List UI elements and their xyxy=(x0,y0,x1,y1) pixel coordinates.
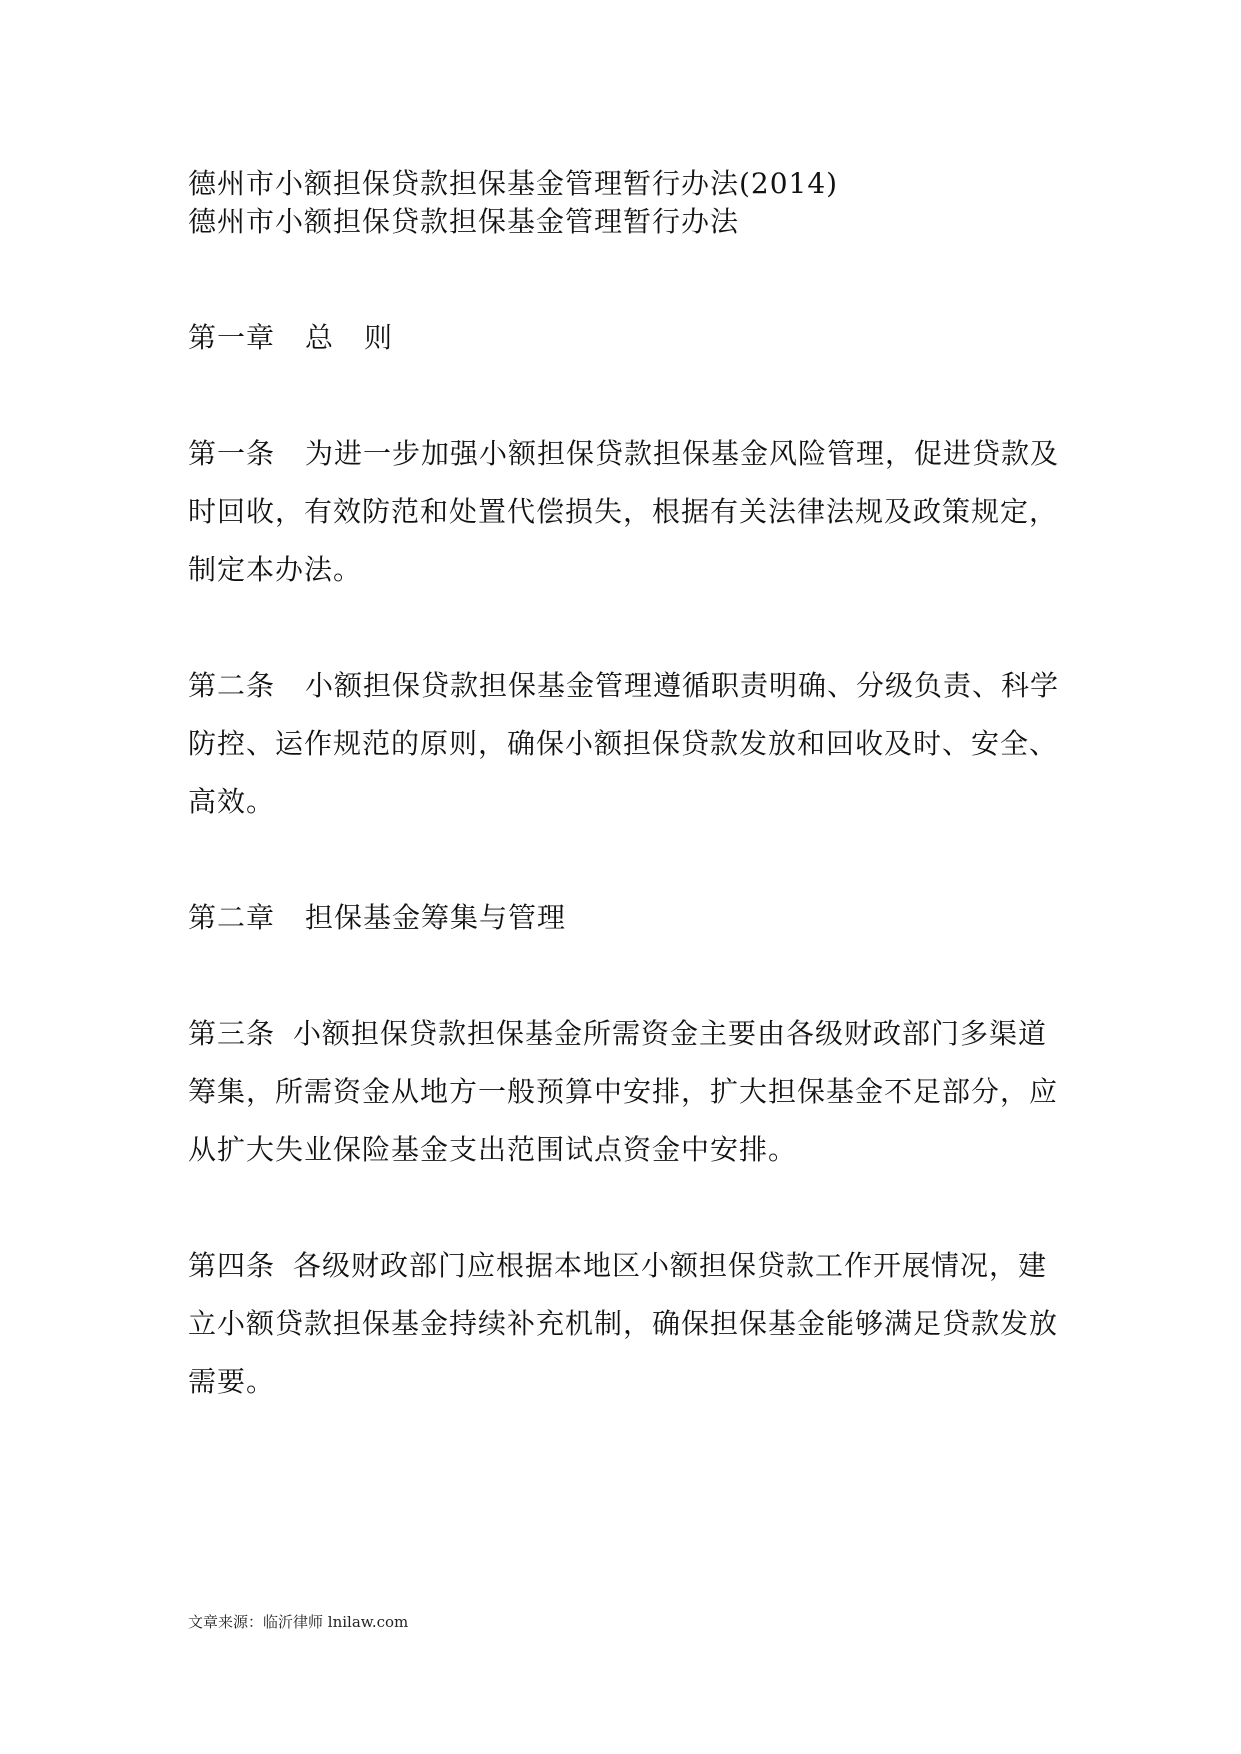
article-2-line-3: 高效。 xyxy=(188,785,276,818)
article-4-line-2: 立小额贷款担保基金持续补充机制，确保担保基金能够满足贷款发放 xyxy=(188,1307,1059,1340)
chapter-2-heading xyxy=(188,898,566,938)
article-2-number: 第二条 xyxy=(188,669,276,702)
article-2-line-1 xyxy=(188,666,1059,706)
article-1-number: 第一条 xyxy=(188,437,276,470)
chapter-2-number: 第二章 xyxy=(188,901,276,934)
article-3-line-1 xyxy=(188,1014,1047,1054)
article-4-number: 第四条 xyxy=(188,1249,276,1282)
article-1-text: 为进一步加强小额担保贷款担保基金风险管理，促进贷款及 xyxy=(305,437,1060,470)
chapter-1-heading xyxy=(188,318,393,358)
chapter-1-name-a: 总 xyxy=(305,321,335,354)
article-1-line-3: 制定本办法。 xyxy=(188,553,363,586)
article-3-line-3: 从扩大失业保险基金支出范围试点资金中安排。 xyxy=(188,1133,798,1166)
article-4-line-3: 需要。 xyxy=(188,1365,276,1398)
article-3-line-2: 筹集，所需资金从地方一般预算中安排，扩大担保基金不足部分，应 xyxy=(188,1075,1059,1108)
article-3-text: 小额担保贷款担保基金所需资金主要由各级财政部门多渠道 xyxy=(293,1017,1048,1050)
article-3-number: 第三条 xyxy=(188,1017,276,1050)
article-4-line-1 xyxy=(188,1246,1047,1286)
article-1-line-1 xyxy=(188,434,1059,474)
article-2-line-2: 防控、运作规范的原则，确保小额担保贷款发放和回收及时、安全、 xyxy=(188,727,1059,760)
article-4-text: 各级财政部门应根据本地区小额担保贷款工作开展情况，建 xyxy=(293,1249,1048,1282)
chapter-1-number: 第一章 xyxy=(188,321,276,354)
source-footer: 文章来源：临沂律师 lnilaw.com xyxy=(188,1613,409,1631)
chapter-2-name: 担保基金筹集与管理 xyxy=(305,901,567,934)
document-title: 德州市小额担保贷款担保基金管理暂行办法(2014) xyxy=(188,167,839,200)
chapter-1-name-b: 则 xyxy=(364,321,394,354)
document-subtitle: 德州市小额担保贷款担保基金管理暂行办法 xyxy=(188,205,740,238)
article-1-line-2: 时回收，有效防范和处置代偿损失，根据有关法律法规及政策规定， xyxy=(188,495,1059,528)
article-2-text: 小额担保贷款担保基金管理遵循职责明确、分级负责、科学 xyxy=(305,669,1060,702)
